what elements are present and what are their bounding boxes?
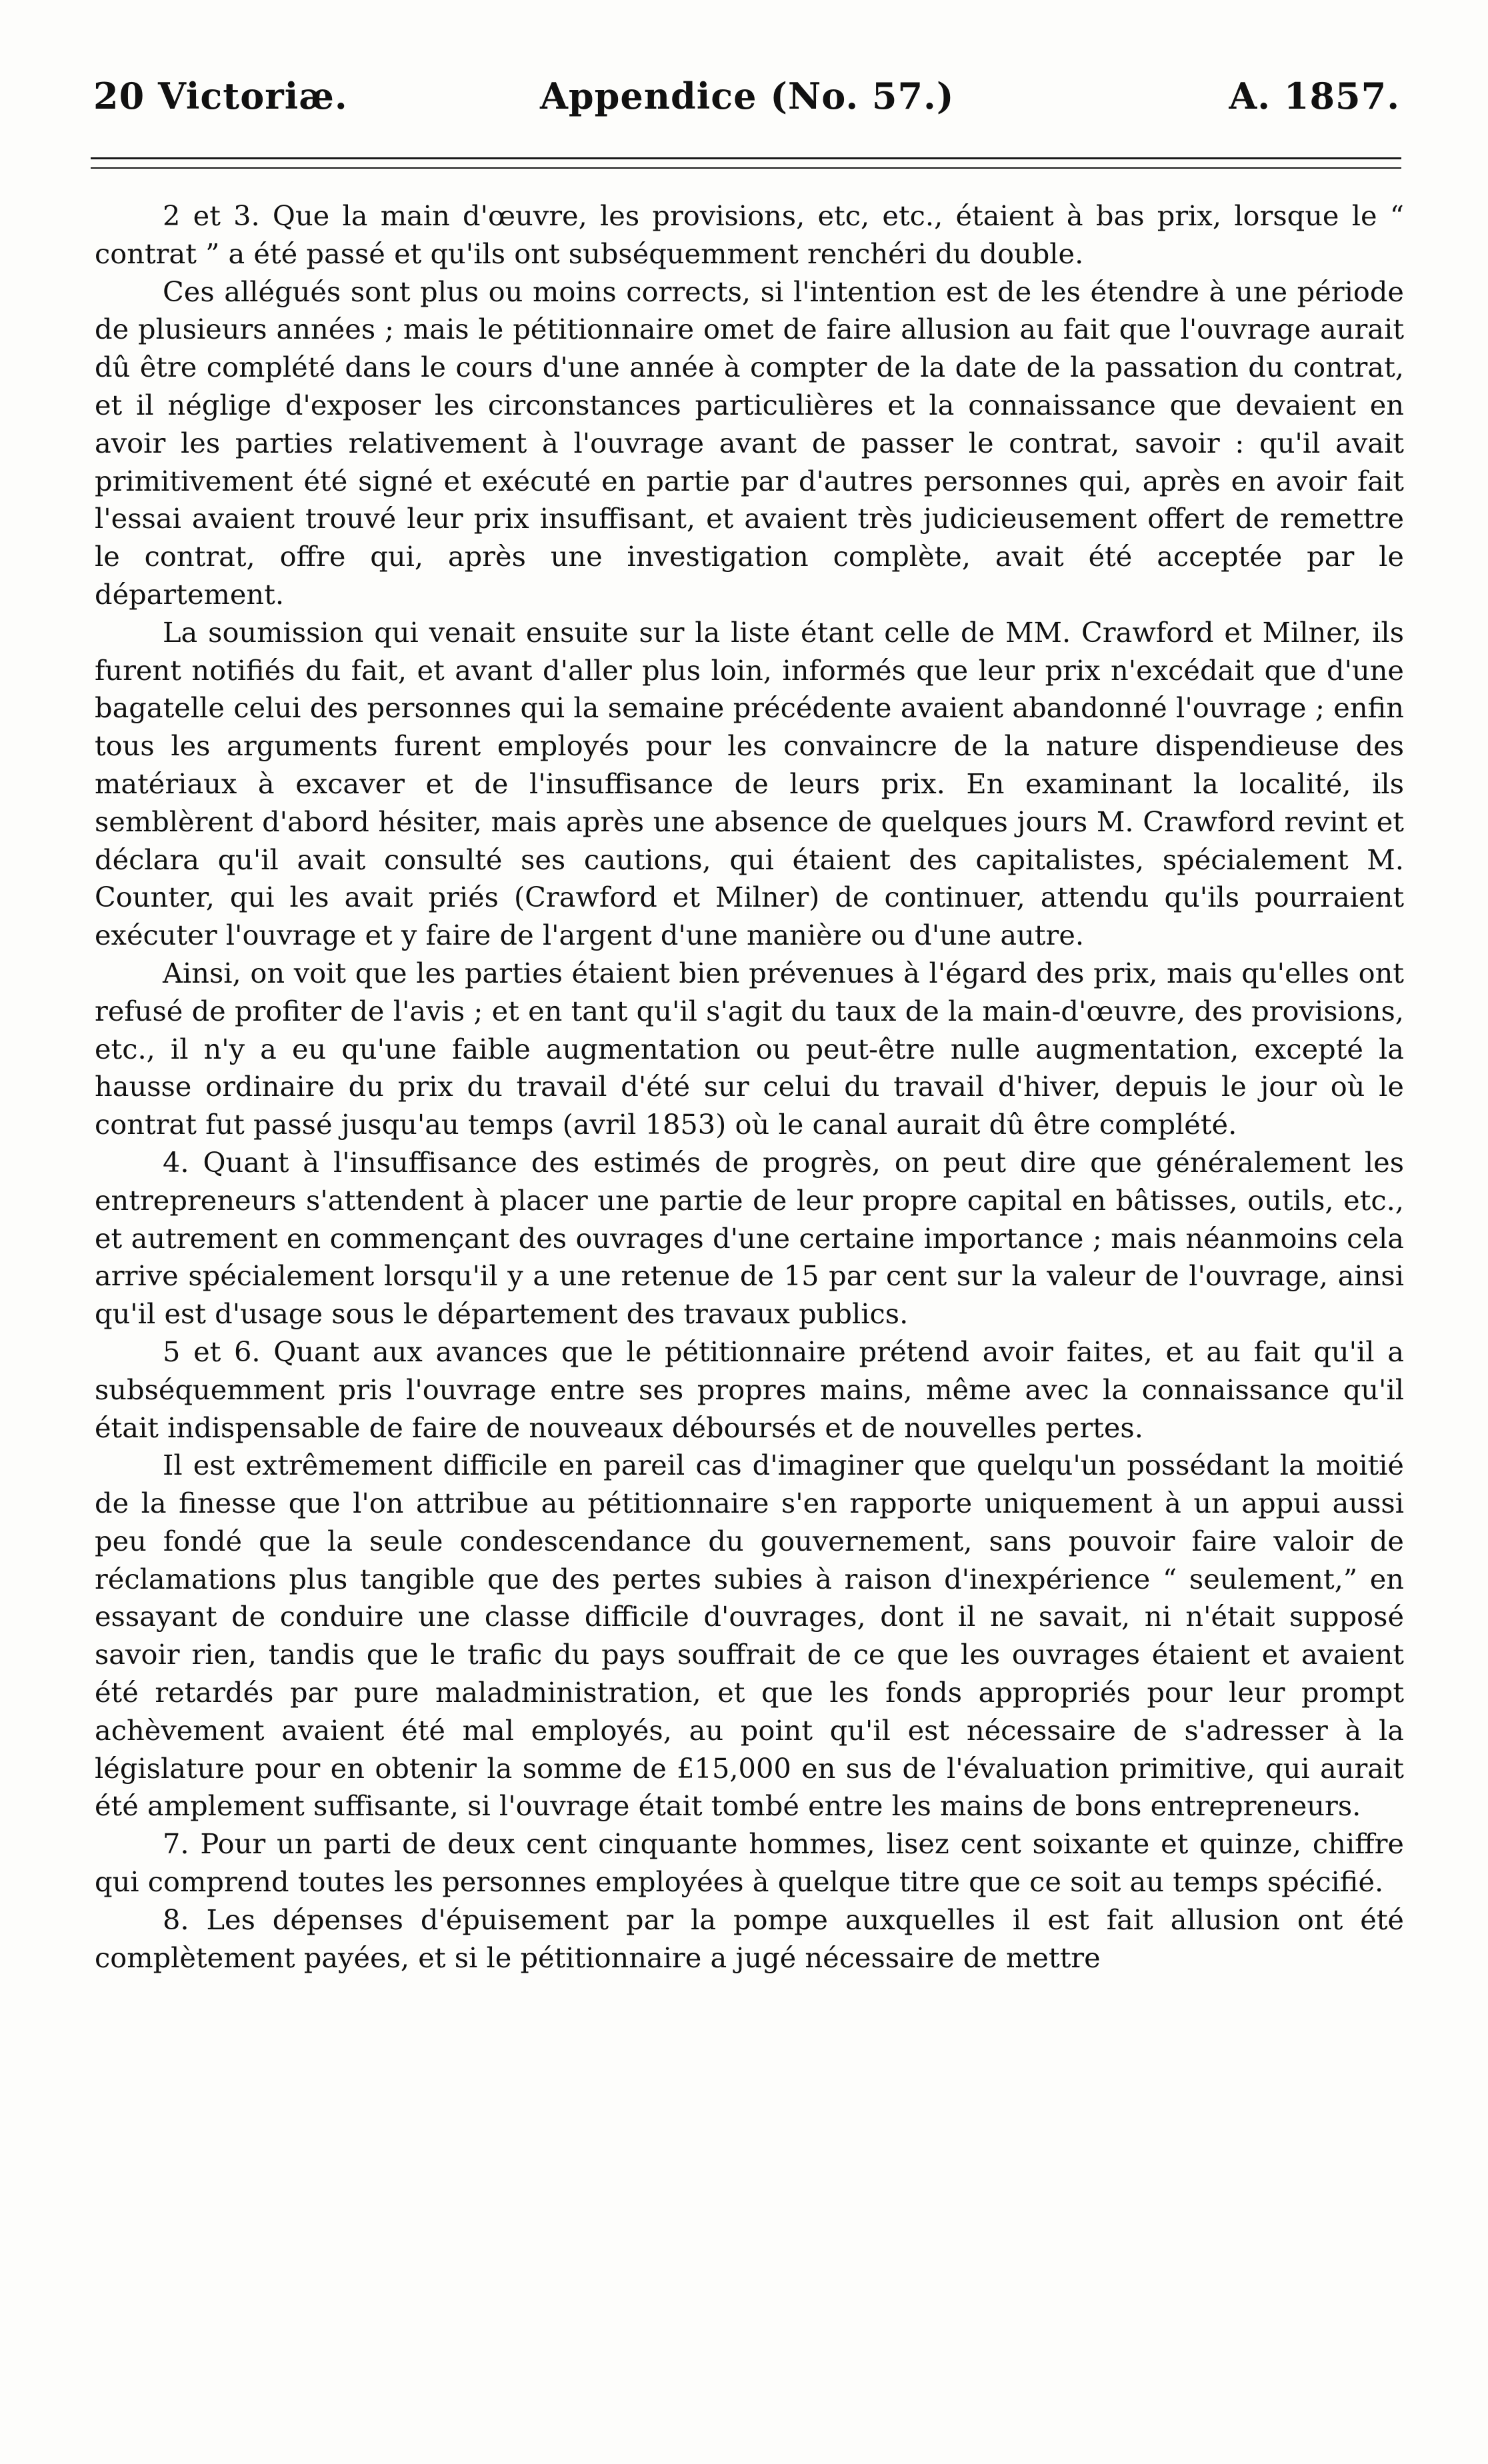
running-header (93, 69, 1400, 123)
document-body (95, 197, 1404, 1977)
paragraph-extremement: Il est extrêmement difficile en pareil cas d'imaginer que quelqu'un possédant la moitié de la finesse que l'on attribue au pétitionnaire s'en rapporte uniquement à un appui aussi peu fondé que la seule condescendance du gouvernement, sans pouvoir faire valoir de réclamations plus tangible que des pertes subies à raison d'inexpérience “ seulement,” en essayant de conduire une classe difficile d'ouvrages, dont il ne savait, ni n'était supposé savoir rien, tandis que le trafic du pays souffrait de ce que les ouvrages étaient et avaient été retardés par pure maladministration, et que les fonds appropriés pour leur prompt achèvement avaient été mal employés, au point qu'il est nécessaire de s'adresser à la législature pour en obtenir la somme de £15,000 en sus de l'évaluation primitive, qui aurait été amplement suffisante, si l'ouvrage était tombé entre les mains de bons entrepreneurs. (95, 1449, 1404, 1823)
header-rule-bottom (91, 167, 1401, 169)
paragraph-5-6: 5 et 6. Quant aux avances que le pétitionnaire prétend avoir faites, et au fait qu'il a subséquemment pris l'ouvrage entre ses propres mains, même avec la connaissance qu'il était indispensable de faire de nouveaux déboursés et de nouvelles pertes. (95, 1335, 1404, 1444)
paragraph-soumission: La soumission qui venait ensuite sur la liste étant celle de MM. Crawford et Milner, ils furent notifiés du fait, et avant d'aller plus loin, informés que leur prix n'excédait que d'une bagatelle celui des personnes qui la semaine précédente avaient abandonné l'ouvrage ; enfin tous les arguments furent employés pour les convaincre de la nature dispendieuse des matériaux à excaver et de l'insuffisance de leurs prix. En examinant la localité, ils semblèrent d'abord hésiter, mais après une absence de quelques jours M. Crawford revint et déclara qu'il avait consulté ses cautions, qui étaient des capitalistes, spécialement M. Counter, qui les avait priés (Crawford et Milner) de continuer, attendu qu'ils pourraient exécuter l'ouvrage et y faire de l'argent d'une manière ou d'une autre. (95, 615, 1404, 952)
header-rule-top (91, 157, 1401, 159)
paragraph-ainsi: Ainsi, on voit que les parties étaient bien prévenues à l'égard des prix, mais qu'elles ont refusé de profiter de l'avis ; et en tant qu'il s'agit du taux de la main-d'œuvre, des provisions, etc., il n'y a eu qu'une faible augmentation ou peut-être nulle augmentation, excepté la hausse ordinaire du prix du travail d'été sur celui du travail d'hiver, depuis le jour où le contrat fut passé jusqu'au temps (avril 1853) où le canal aurait dû être complété. (95, 956, 1404, 1141)
header-year: A. 1857. (1229, 75, 1400, 117)
header-appendix-number: Appendice (No. 57.) (540, 75, 955, 117)
paragraph-7: 7. Pour un parti de deux cent cinquante hommes, lisez cent soixante et quinze, chiffre qui comprend toutes les personnes employées à quelque titre que ce soit au temps spécifié. (95, 1827, 1404, 1899)
paragraph-2-3: 2 et 3. Que la main d'œuvre, les provisions, etc, etc., étaient à bas prix, lorsque le “ contrat ” a été passé et qu'ils ont subséquemment renchéri du double. (95, 199, 1404, 270)
paragraph-8: 8. Les dépenses d'épuisement par la pompe auxquelles il est fait allusion ont été complètement payées, et si le pétitionnaire a jugé nécessaire de mettre (95, 1903, 1404, 1974)
header-session: 20 Victoriæ. (93, 75, 348, 117)
paragraph-allegations: Ces allégués sont plus ou moins corrects, si l'intention est de les étendre à une période de plusieurs années ; mais le pétitionnaire omet de faire allusion au fait que l'ouvrage aurait dû être complété dans le cours d'une année à compter de la date de la passation du contrat, et il néglige d'exposer les circonstances particulières et la connaissance que devaient en avoir les parties relativement à l'ouvrage avant de passer le contrat, savoir : qu'il avait primitivement été signé et exécuté en partie par d'autres personnes qui, après en avoir fait l'essai avaient trouvé leur prix insuffisant, et avaient très judicieusement offert de remettre le contrat, offre qui, après une investigation complète, avait été acceptée par le département. (95, 275, 1404, 611)
paragraph-4: 4. Quant à l'insuffisance des estimés de progrès, on peut dire que généralement les entrepreneurs s'attendent à placer une partie de leur propre capital en bâtisses, outils, etc., et autrement en commençant des ouvrages d'une certaine importance ; mais néanmoins cela arrive spécialement lorsqu'il y a une retenue de 15 par cent sur la valeur de l'ouvrage, ainsi qu'il est d'usage sous le département des travaux publics. (95, 1145, 1404, 1331)
